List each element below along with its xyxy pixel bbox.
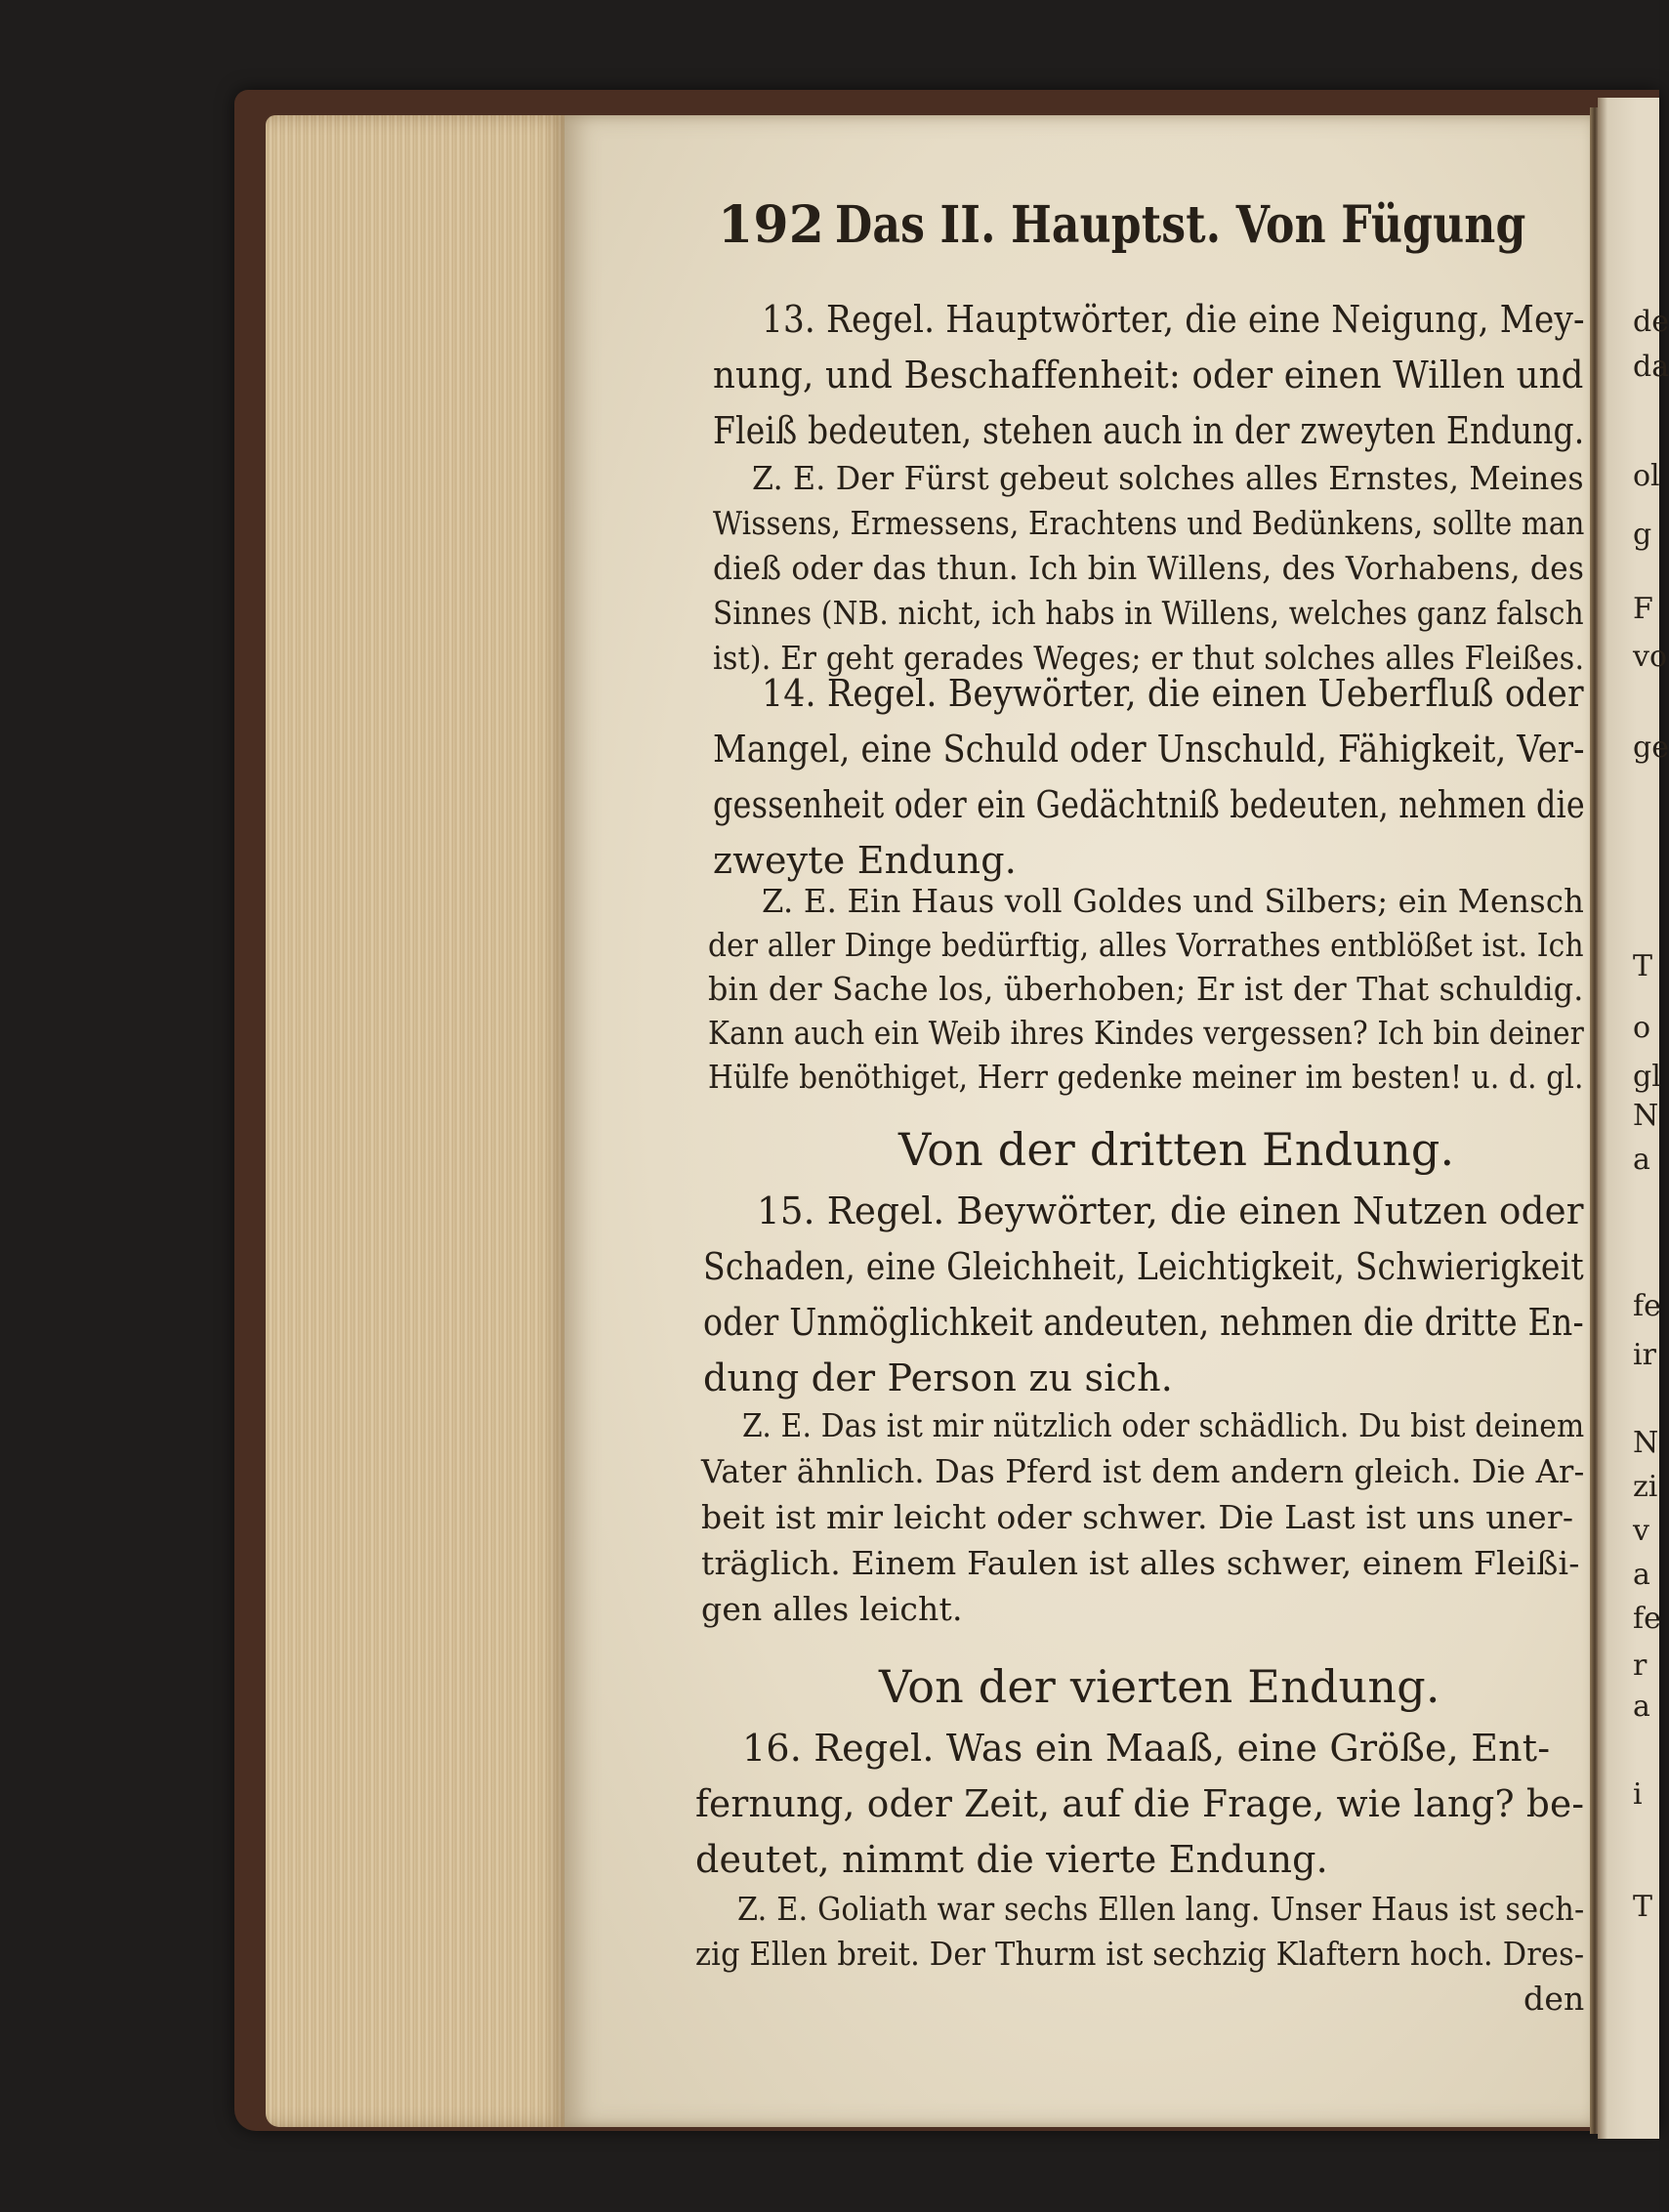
section-heading-accusative: Von der vierten Endung.: [879, 1660, 1440, 1713]
rule-15-line: oder Unmöglichkeit andeuten, nehmen die dritte En-: [703, 1301, 1584, 1344]
rule-14-line: zweyte Endung.: [713, 839, 1018, 882]
next-page-fragment: N: [1633, 1099, 1659, 1133]
rule-16-line: fernung, oder Zeit, auf die Frage, wie lang? be-: [695, 1782, 1585, 1825]
rule-15-example-line: träglich. Einem Faulen ist alles schwer, einem Fleißi-: [701, 1544, 1580, 1582]
rule-14-example-line: der aller Dinge bedürftig, alles Vorrathes entblößet ist. Ich: [708, 926, 1584, 964]
rule-13-line: nung, und Beschaffenheit: oder einen Willen und: [713, 354, 1584, 396]
next-page-fragment: a: [1633, 1690, 1650, 1724]
rule-15-example-line: beit ist mir leicht oder schwer. Die Last ist uns uner-: [701, 1498, 1574, 1536]
rule-15-example-line: gen alles leicht.: [701, 1590, 963, 1628]
next-page-fragment: fe: [1633, 1289, 1661, 1323]
rule-14-line: 14. Regel. Beywörter, die einen Ueberfluß oder: [762, 672, 1584, 715]
page-number: 192: [718, 195, 825, 255]
next-page-fragment: o: [1633, 1011, 1651, 1045]
rule-13-example-line: Wissens, Ermessens, Erachtens und Bedünkens, sollte man: [713, 504, 1585, 542]
rule-14-line: gessenheit oder ein Gedächtniß bedeuten, nehmen die: [713, 783, 1585, 826]
rule-14-example-line: bin der Sache los, überhoben; Er ist der That schuldig.: [708, 970, 1584, 1008]
next-page-fragment: ir: [1633, 1338, 1656, 1372]
next-page-fragment: zi: [1633, 1470, 1658, 1504]
next-page-fragment: vo: [1633, 640, 1668, 674]
rule-14-line: Mangel, eine Schuld oder Unschuld, Fähigkeit, Ver-: [713, 728, 1585, 771]
rule-13-line: Fleiß bedeuten, stehen auch in der zweyten Endung.: [713, 409, 1585, 452]
next-page-fragment: a: [1633, 1558, 1650, 1592]
next-page-fragment: T: [1633, 949, 1653, 983]
next-page-fragment: i: [1633, 1777, 1643, 1812]
rule-15-line: Schaden, eine Gleichheit, Leichtigkeit, Schwierigkeit: [703, 1245, 1584, 1288]
rule-15-line: 15. Regel. Beywörter, die einen Nutzen oder: [757, 1189, 1584, 1232]
next-page-fragment: F: [1633, 592, 1653, 626]
catchword: den: [1523, 1980, 1585, 2018]
next-page-fragment: ge: [1633, 730, 1669, 765]
rule-16-example-line: zig Ellen breit. Der Thurm ist sechzig Klaftern hoch. Dres-: [695, 1935, 1585, 1973]
next-page-fragment: N: [1633, 1426, 1659, 1460]
rule-13-example-line: Sinnes (NB. nicht, ich habs in Willens, welches ganz falsch: [713, 594, 1584, 632]
next-page-fragment: r: [1633, 1649, 1648, 1683]
rule-13-example-line: ist). Er geht gerades Weges; er thut solches alles Fleißes.: [713, 639, 1585, 677]
rule-15-example-line: Z. E. Das ist mir nützlich oder schädlich. Du bist deinem: [742, 1406, 1585, 1444]
rule-14-example-line: Hülfe benöthiget, Herr gedenke meiner im besten! u. d. gl.: [708, 1058, 1584, 1096]
running-title: Das II. Hauptst. Von Fügung: [835, 195, 1526, 255]
rule-15-line: dung der Person zu sich.: [703, 1356, 1174, 1399]
rule-14-example-line: Kann auch ein Weib ihres Kindes vergessen? Ich bin deiner: [708, 1014, 1584, 1052]
next-page-fragment: a: [1633, 1143, 1650, 1177]
rule-16-example-line: Z. E. Goliath war sechs Ellen lang. Unser Haus ist sech-: [737, 1890, 1585, 1928]
section-heading-dative: Von der dritten Endung.: [898, 1123, 1455, 1176]
rule-16-line: 16. Regel. Was ein Maaß, eine Größe, Ent-: [742, 1727, 1551, 1770]
next-page-fragment: gl: [1633, 1060, 1661, 1094]
rule-13-line: 13. Regel. Hauptwörter, die eine Neigung, Mey-: [762, 298, 1585, 341]
next-page-fragment: da: [1633, 350, 1669, 384]
page-edges: [266, 115, 568, 2127]
next-page-fragment: T: [1633, 1890, 1653, 1924]
next-page-fragment: ol: [1633, 459, 1660, 493]
rule-13-example-line: dieß oder das thun. Ich bin Willens, des Vorhabens, des: [713, 549, 1585, 587]
next-page-fragment: fe: [1633, 1602, 1661, 1636]
rule-13-example-line: Z. E. Der Fürst gebeut solches alles Ernstes, Meines: [752, 459, 1584, 497]
rule-15-example-line: Vater ähnlich. Das Pferd ist dem andern gleich. Die Ar-: [701, 1452, 1585, 1490]
rule-16-line: deutet, nimmt die vierte Endung.: [695, 1838, 1328, 1881]
rule-14-example-line: Z. E. Ein Haus voll Goldes und Silbers; ein Mensch: [762, 882, 1585, 920]
next-page-fragment: v: [1633, 1514, 1649, 1548]
next-page-fragment: de: [1633, 305, 1669, 339]
next-page-fragment: g: [1633, 518, 1652, 552]
